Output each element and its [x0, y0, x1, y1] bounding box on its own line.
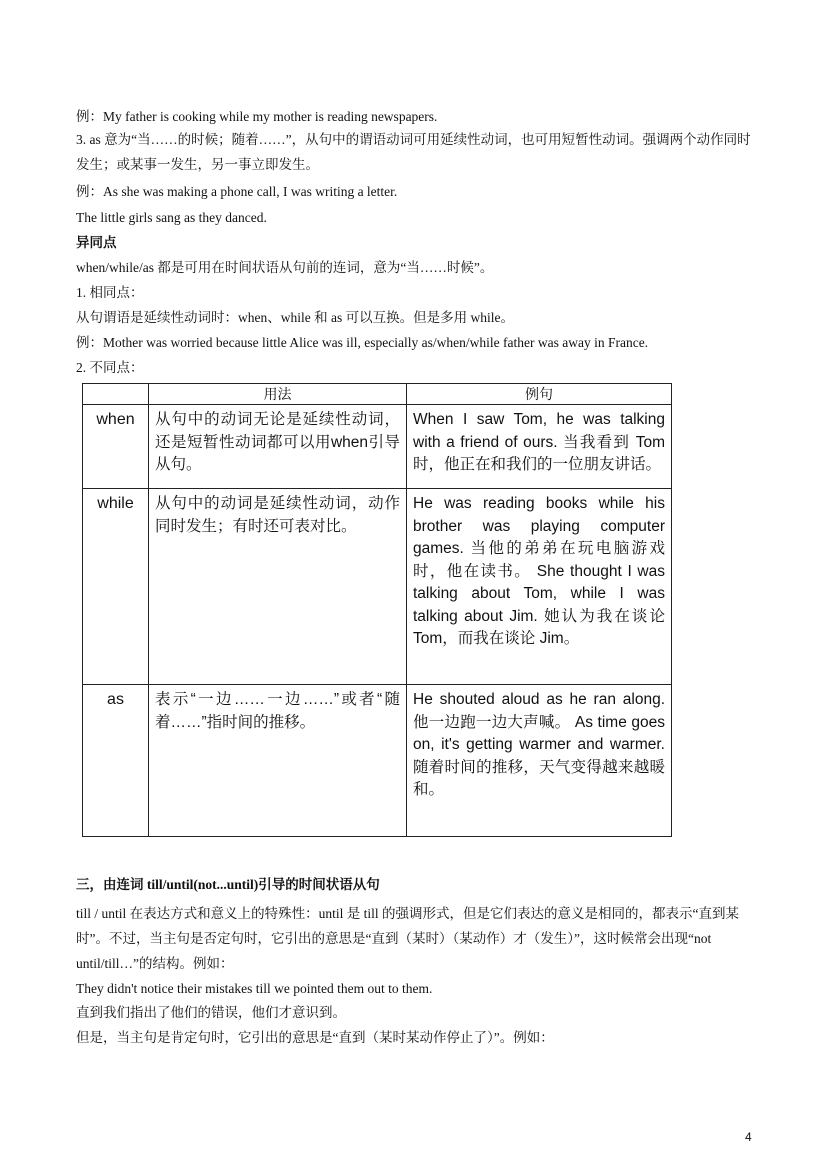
differences-label: 2. 不同点：: [76, 360, 144, 375]
table-cell-usage: 表示“一边……一边……”或者“随着……”指时间的推移。: [149, 685, 407, 837]
section-heading-similarities-differences: 异同点: [76, 235, 117, 250]
differences-table: [82, 383, 672, 837]
table-cell-example: When I saw Tom, he was talking with a friend of ours. 当我看到 Tom 时，他正在和我们的一位朋友讲话。: [407, 405, 672, 489]
table-header-example: 例句: [407, 384, 672, 405]
example-sentence-as-1: 例：As she was making a phone call, I was writing a letter.: [76, 184, 398, 199]
table-row-when: [83, 405, 672, 489]
page-number: 4: [745, 1130, 752, 1144]
table-cell-word: when: [83, 405, 149, 489]
table-cell-usage: 从句中的动词是延续性动词，动作同时发生；有时还可表对比。: [149, 489, 407, 685]
section-heading-till-until: 三，由连词 till/until(not...until)引导的时间状语从句: [76, 877, 380, 892]
table-cell-usage: 从句中的动词无论是延续性动词，还是短暂性动词都可以用when引导从句。: [149, 405, 407, 489]
table-row-as: [83, 685, 672, 837]
conjunctions-intro: when/while/as 都是可用在时间状语从句前的连词，意为“当……时候”。: [76, 260, 494, 275]
similarities-text: 从句谓语是延续性动词时：when、while 和 as 可以互换。但是多用 while。: [76, 310, 514, 325]
table-row-while: [83, 489, 672, 685]
similarities-label: 1. 相同点：: [76, 285, 144, 300]
table-cell-example: He was reading books while his brother was playing computer games. 当他的弟弟在玩电脑游戏时，他在读书。 She thought I was talking about Tom, while I was talking about Jim. 她认为我在谈论 Tom，而我在谈论 Jim。: [407, 489, 672, 685]
till-example-english: They didn't notice their mistakes till we pointed them out to them.: [76, 981, 433, 996]
till-until-explanation: till / until 在表达方式和意义上的特殊性：until 是 till 的强调形式，但是它们表达的意义是相同的，都表示“直到某时”。不过，当主句是否定句时，它引出的意思是“直到（某时）（某动作）才（发生）”，这时候常会出现“not until/till…”的结构。例如：: [76, 906, 740, 971]
example-sentence-as-2: The little girls sang as they danced.: [76, 210, 267, 225]
table-header-blank: [83, 384, 149, 405]
till-example-chinese: 直到我们指出了他们的错误，他们才意识到。: [76, 1005, 346, 1020]
example-sentence-while: 例：My father is cooking while my mother is reading newspapers.: [76, 109, 438, 124]
table-header-row: [83, 384, 672, 405]
as-definition-paragraph: 3. as 意为“当……的时候；随着……”，从句中的谓语动词可用延续性动词，也可用短暂性动词。强调两个动作同时发生；或某事一发生，另一事立即发生。: [76, 132, 751, 172]
similarities-example: 例：Mother was worried because little Alice was ill, especially as/when/while father was away in France.: [76, 335, 649, 350]
table-header-usage: 用法: [149, 384, 407, 405]
affirmative-clause-explanation: 但是，当主句是肯定句时，它引出的意思是“直到（某时某动作停止了）”。例如：: [76, 1030, 554, 1045]
table-cell-word: as: [83, 685, 149, 837]
table-cell-word: while: [83, 489, 149, 685]
table-cell-example: He shouted aloud as he ran along. 他一边跑一边大声喊。 As time goes on, it's getting warmer and warmer. 随着时间的推移，天气变得越来越暖和。: [407, 685, 672, 837]
